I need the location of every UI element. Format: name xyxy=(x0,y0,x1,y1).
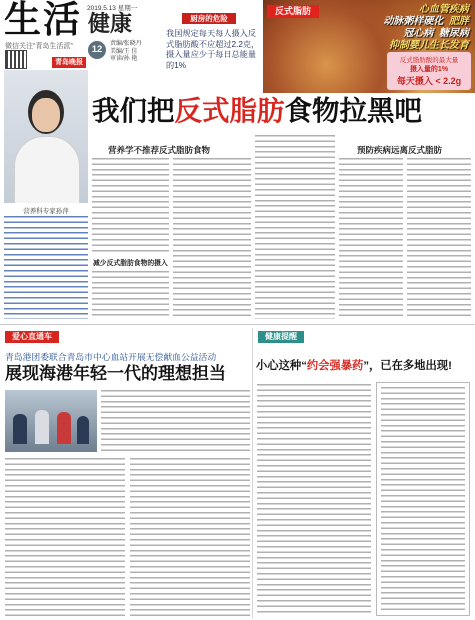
intake-box xyxy=(387,52,471,90)
page-number-badge xyxy=(88,41,106,59)
wechat-note: 微信关注“青岛生活派” xyxy=(5,43,73,50)
risk-item: 抑制婴儿生长发育 xyxy=(389,40,469,51)
section-divider xyxy=(0,324,475,325)
bottom-left-tag: 爱心直通车 xyxy=(5,331,59,343)
credits xyxy=(110,41,142,64)
credit-proofreader: 审读/孙 艳 xyxy=(110,56,138,62)
sidebar-text-block xyxy=(381,387,465,611)
bottom-left-text-block xyxy=(130,458,250,616)
teaser-tag: 厨房的危险 xyxy=(182,13,236,24)
risk-item: 心血管疾病 xyxy=(419,4,469,15)
risk-item: 冠心病 xyxy=(403,28,434,39)
trans-fat-graphic xyxy=(263,0,475,93)
qr-code-icon[interactable] xyxy=(6,51,26,68)
subhead-reduce: 减少反式脂肪食物的摄入 xyxy=(93,260,168,267)
risk-item: 动脉粥样硬化 xyxy=(383,16,444,27)
headline-part: 我们把 xyxy=(92,95,175,126)
intake-box-line: 反式脂肪酸的最大量 xyxy=(399,57,459,64)
expert-photo xyxy=(4,70,88,203)
risk-list xyxy=(383,4,469,52)
issue-date: 2019.5.13 星期一 xyxy=(87,5,138,12)
headline-part: 小心这种“ xyxy=(256,360,307,372)
intro-text-block xyxy=(4,216,88,319)
subhead-nutrition: 营养学不推荐反式脂肪食物 xyxy=(108,145,211,155)
sidebar-box xyxy=(376,382,470,616)
article-text-block xyxy=(92,271,169,319)
bottom-right-headline xyxy=(256,357,452,373)
bottom-left-text-block xyxy=(101,390,250,454)
credit-editor: 责编/张晓丹 xyxy=(110,41,142,47)
main-headline xyxy=(92,95,422,127)
intake-box-line: 每天摄入 < 2.2g xyxy=(396,76,462,86)
page-number: 12 xyxy=(91,44,103,55)
headline-part: 食物拉黑吧 xyxy=(284,95,422,126)
photo-caption: 营养科专家孙萍 xyxy=(23,208,69,215)
bottom-left-title: 展现海港年轻一代的理想担当 xyxy=(5,364,226,383)
article-text-block xyxy=(339,158,403,319)
bottom-right-tag: 健康提醒 xyxy=(258,331,304,343)
section-title: 生活 xyxy=(4,0,82,40)
article-text-block xyxy=(407,158,471,319)
bottom-right-text-block xyxy=(257,384,371,616)
article-text-block xyxy=(92,158,169,253)
blood-donation-photo xyxy=(5,390,97,452)
headline-highlight: 约会强暴药 xyxy=(306,360,364,372)
risk-item: 糖尿病 xyxy=(439,28,469,39)
headline-highlight: 反式脂肪 xyxy=(174,95,285,126)
paper-logo: 青岛晚报 xyxy=(52,57,86,68)
intake-box-line: 摄入量的1% xyxy=(409,66,449,73)
subhead-prevention: 预防疾病远离反式脂肪 xyxy=(357,145,443,155)
column-divider xyxy=(252,328,253,618)
column-name: 健康 xyxy=(88,11,133,36)
teaser-text: 我国规定每天每人摄入反式脂肪酸不应超过2.2克，摄入量应少于每日总能量的1% xyxy=(166,29,260,70)
risk-item: 肥胖 xyxy=(449,16,469,27)
article-text-block xyxy=(173,158,251,319)
headline-part: ”，已在多地出现! xyxy=(363,360,452,372)
article-text-block xyxy=(255,135,335,319)
bottom-left-text-block xyxy=(5,458,125,616)
credit-designer: 美编/王 佳 xyxy=(110,48,138,55)
graphic-tag: 反式脂肪 xyxy=(267,5,319,18)
bottom-left-headline: 青岛港团委联合青岛市中心血站开展无偿献血公益活动 xyxy=(5,352,217,362)
